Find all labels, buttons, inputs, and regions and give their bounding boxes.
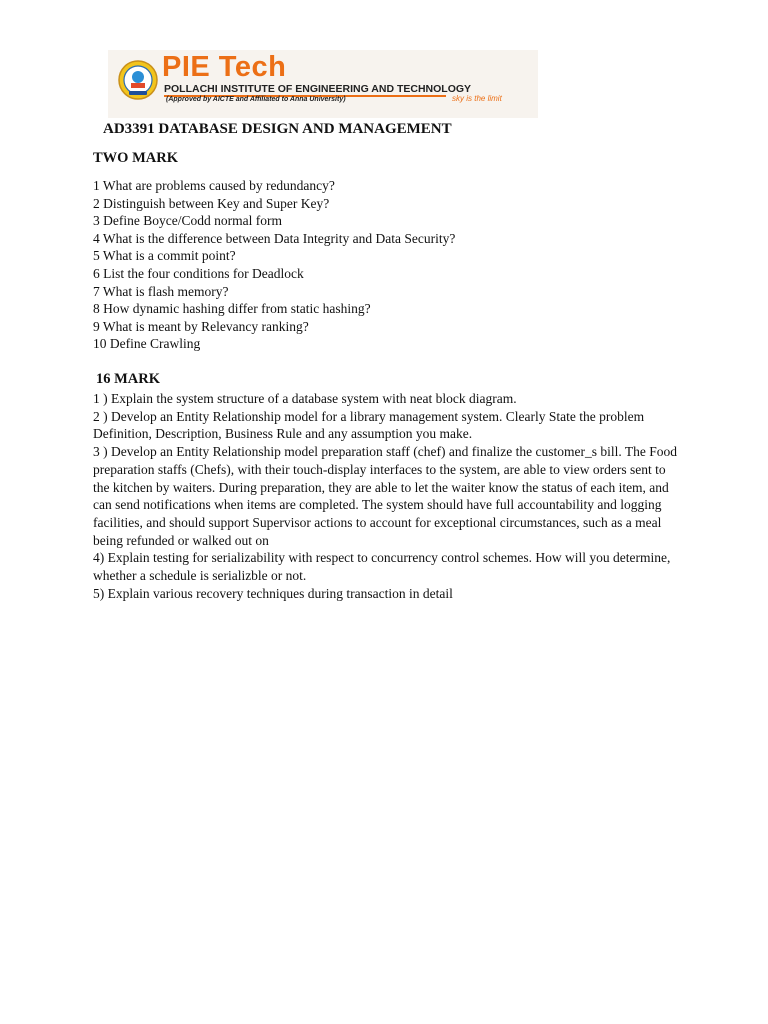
institute-name: POLLACHI INSTITUTE OF ENGINEERING AND TECHNOLOGY — [164, 83, 472, 95]
tagline: sky is the limit — [452, 94, 502, 103]
two-mark-question: 8 How dynamic hashing differ from static hashing? — [93, 301, 371, 317]
two-mark-question-list — [93, 177, 693, 353]
sixteen-mark-question: 2 ) Develop an Entity Relationship model for a library management system. Clearly State the problem Definition, Description, Business Rule and any assumption you make. — [93, 408, 645, 442]
two-mark-question: 3 Define Boyce/Codd normal form — [93, 213, 282, 229]
two-mark-question: 5 What is a commit point? — [93, 248, 236, 264]
course-title: AD3391 DATABASE DESIGN AND MANAGEMENT — [103, 121, 452, 137]
two-mark-heading: TWO MARK — [93, 150, 178, 166]
brand-name: PIE Tech — [162, 51, 287, 83]
two-mark-question: 2 Distinguish between Key and Super Key? — [93, 195, 330, 211]
two-mark-question: 9 What is meant by Relevancy ranking? — [93, 318, 309, 334]
sixteen-mark-question: 1 ) Explain the system structure of a database system with neat block diagram. — [93, 391, 517, 406]
sixteen-mark-question-list — [93, 390, 683, 602]
two-mark-question: 10 Define Crawling — [93, 336, 201, 352]
sixteen-mark-question: 3 ) Develop an Entity Relationship model preparation staff (chef) and finalize the customer_s bill. The Food preparation staffs (Chefs), with their touch-display interfaces to the system, are able to view orders sent to the kitchen by waiters. During preparation, they are able to let the waiter know the status of each item, and can send notifications when items are completed. The system should have full accountability and logging facilities, and should support Supervisor actions to account for exceptional circumstances, such as a meal being refunded or walked out on — [93, 444, 677, 548]
sixteen-mark-heading: 16 MARK — [96, 371, 161, 387]
two-mark-question: 1 What are problems caused by redundancy? — [93, 178, 335, 193]
two-mark-question: 7 What is flash memory? — [93, 283, 229, 299]
college-seal-icon — [118, 60, 158, 100]
sixteen-mark-question: 4) Explain testing for serializability with respect to concurrency control schemes. How will you determine, whether a schedule is serializble or not. — [93, 550, 671, 584]
approval-text: (Approved by AICTE and Affiliated to Anna University) — [166, 96, 346, 103]
two-mark-question: 6 List the four conditions for Deadlock — [93, 265, 304, 281]
two-mark-question: 4 What is the difference between Data Integrity and Data Security? — [93, 230, 456, 246]
college-header-banner — [108, 50, 538, 118]
sixteen-mark-question: 5) Explain various recovery techniques during transaction in detail — [93, 585, 453, 601]
